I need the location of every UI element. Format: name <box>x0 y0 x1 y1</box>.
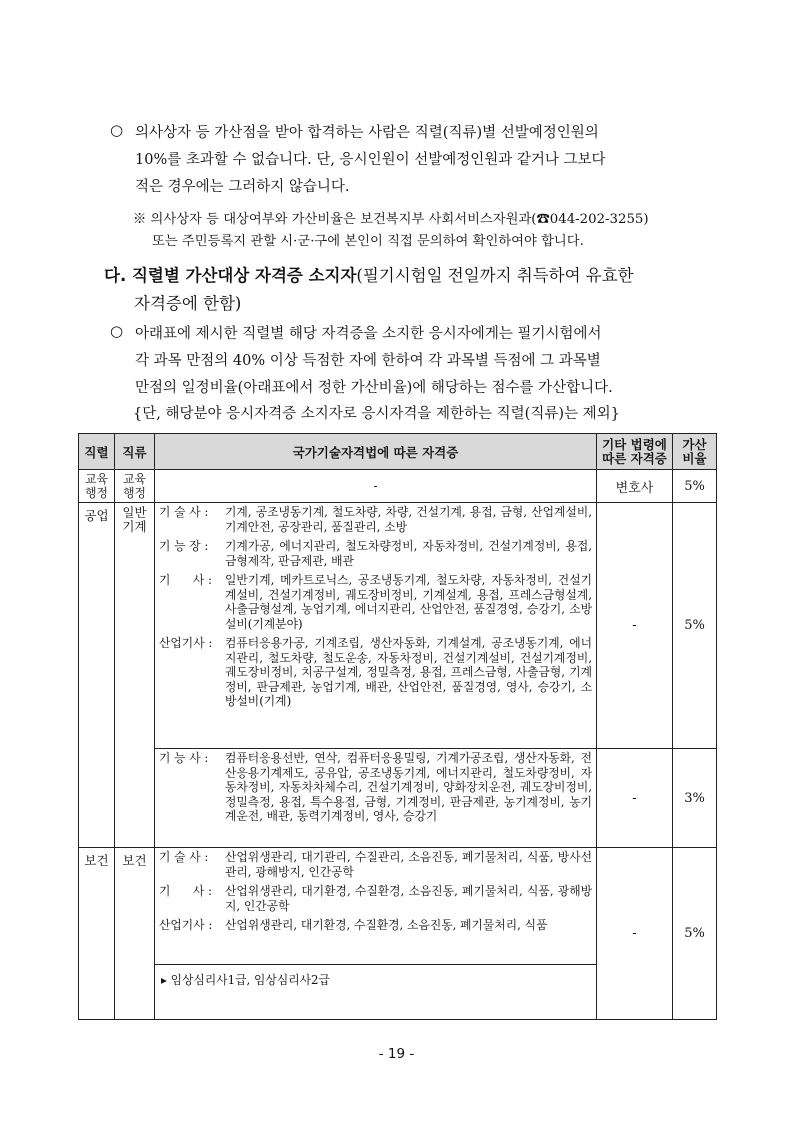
header-rate <box>673 434 717 470</box>
header-class: 직류 <box>115 434 155 470</box>
qualification-entry <box>155 534 596 568</box>
entry-value: 기계가공, 에너지관리, 철도차량정비, 자동차정비, 건설기계정비, 용접, 금형제작, 판금제관, 배관 <box>225 539 592 568</box>
entry-label: 기 능 사 : <box>159 751 209 765</box>
cell-other: - <box>597 503 673 749</box>
note-line: 또는 주민등록지 관할 시·군·구에 본인이 직접 문의하여 확인하여야 합니다. <box>152 234 584 249</box>
qualification-entry <box>155 850 596 879</box>
table-row <box>79 503 717 749</box>
entry-label: 기 사 : <box>159 884 213 898</box>
header-rate-line1: 가산 <box>682 436 707 452</box>
header-other-line2: 따른 자격증 <box>602 450 667 466</box>
cell-other: - <box>597 848 673 1020</box>
cell-rate: 5% <box>673 848 717 1020</box>
header-other-line1: 기타 법령에 <box>602 436 667 452</box>
entry-value: 컴퓨터응용선반, 연삭, 컴퓨터응용밀링, 기계가공조립, 생산자동화, 전산응용기계제도, 공유압, 공조냉동기계, 에너지관리, 철도차량정비, 자동차정비, 자동차차체수리, 건설기계정비, 양화장치운전, 궤도장비정비, 정밀측정, 용접, 특수용접, 금형, 기계정비, 판금제관, 농기계정비, 농기계운전, 배관, 동력기계정비, 영사, 승강기 <box>225 751 592 823</box>
extra-qualifications: ▸ 임상심리사1급, 임상심리사2급 <box>161 973 330 987</box>
paragraph-line: 적은 경우에는 그러하지 않습니다. <box>135 179 350 195</box>
paragraph-line: 아래표에 제시한 직렬별 해당 자격증을 소지한 응시자에게는 필기시험에서 <box>135 326 602 342</box>
header-series: 직렬 <box>79 434 115 470</box>
entry-value: 산업위생관리, 대기환경, 수질환경, 소음진동, 폐기물처리, 식품, 광해방지, 인간공학 <box>225 884 592 913</box>
section-heading-rest: (필기시험일 전일까지 취득하여 유효한 <box>356 266 634 285</box>
qualification-entry <box>155 879 596 913</box>
cell-series: 공업 <box>79 503 115 848</box>
entry-value: 기계, 공조냉동기계, 철도차량, 차량, 건설기계, 용접, 금형, 산업계설비, 기계안전, 공장관리, 품질관리, 소방 <box>225 505 592 534</box>
qualification-entry <box>155 751 596 824</box>
entry-label: 산업기사 : <box>159 636 213 650</box>
qualification-entry <box>155 568 596 631</box>
cell-rate: 3% <box>673 749 717 848</box>
cell-series: 교육 행정 <box>79 470 115 503</box>
cell-extra-qualifications <box>155 965 597 1020</box>
entry-label: 기 술 사 : <box>159 850 209 864</box>
cell-national-group1 <box>155 503 597 749</box>
paragraph-line: 10%를 초과할 수 없습니다. 단, 응시인원이 선발예정인원과 같거나 그보다 <box>135 152 606 168</box>
cell-rate: 5% <box>673 503 717 749</box>
qualification-entry <box>155 505 596 534</box>
page-number: - 19 - <box>378 1046 415 1062</box>
cell-class: 교육 행정 <box>115 470 155 503</box>
qualification-entry <box>155 913 596 933</box>
section-heading-title: 다. 직렬별 가산대상 자격증 소지자 <box>104 266 357 285</box>
cell-rate: 5% <box>673 470 717 503</box>
cell-class: 일반 기계 <box>115 503 155 848</box>
entry-label: 기 사 : <box>159 573 213 587</box>
table-row <box>79 470 717 503</box>
header-rate-line2: 비율 <box>682 450 707 466</box>
table-row <box>79 848 717 965</box>
bullet-circle: ○ <box>110 322 124 340</box>
cell-national: - <box>155 470 597 503</box>
note-line: ※ 의사상자 등 대상여부와 가산비율은 보건복지부 사회서비스자원과(☎044-202-3255) <box>133 212 649 227</box>
qualification-table <box>78 433 717 1020</box>
entry-label: 산업기사 : <box>159 918 213 932</box>
cell-class: 보건 <box>115 848 155 1020</box>
entry-value: 컴퓨터응용가공, 기계조립, 생산자동화, 기계설계, 공조냉동기계, 에너지관리, 철도차량, 철도운송, 자동차정비, 건설기계설비, 건설기계정비, 궤도장비정비, 치공구설계, 정밀측정, 용접, 프레스금형, 사출금형, 기계정비, 판금제관, 농업기계, 배관, 산업안전, 품질경영, 영사, 승강기, 소방설비(기계) <box>225 636 592 708</box>
section-heading <box>104 262 634 286</box>
entry-value: 산업위생관리, 대기관리, 수질관리, 소음진동, 폐기물처리, 식품, 방사선관리, 광해방지, 인간공학 <box>225 850 592 879</box>
paragraph-line: {단, 해당분야 응시자격증 소지자로 응시자격을 제한하는 직렬(직류)는 제외} <box>133 406 620 422</box>
cell-other: - <box>597 749 673 848</box>
header-national: 국가기술자격법에 따른 자격증 <box>155 434 597 470</box>
paragraph-line: 만점의 일정비율(아래표에서 정한 가산비율)에 해당하는 점수를 가산합니다. <box>135 380 613 396</box>
table-header-row <box>79 434 717 470</box>
cell-other: 변호사 <box>597 470 673 503</box>
entry-label: 기 술 사 : <box>159 505 209 519</box>
cell-series: 보건 <box>79 848 115 1020</box>
qualification-entry <box>155 631 596 709</box>
entry-label: 기 능 장 : <box>159 539 209 553</box>
entry-value: 일반기계, 메카트로닉스, 공조냉동기계, 철도차량, 자동차정비, 건설기계설비, 건설기계정비, 궤도장비정비, 기계설계, 용접, 프레스금형설계, 사출금형설계, 농업기계, 에너지관리, 산업안전, 품질경영, 승강기, 소방설비(기계분야) <box>225 573 592 631</box>
paragraph-line: 의사상자 등 가산점을 받아 합격하는 사람은 직렬(직류)별 선발예정인원의 <box>135 125 599 141</box>
header-other <box>597 434 673 470</box>
cell-national-group2 <box>155 749 597 848</box>
paragraph-line: 각 과목 만점의 40% 이상 득점한 자에 한하여 각 과목별 득점에 그 과목별 <box>135 353 601 369</box>
cell-national-health <box>155 848 597 965</box>
bullet-circle: ○ <box>110 121 124 139</box>
entry-value: 산업위생관리, 대기환경, 수질환경, 소음진동, 폐기물처리, 식품 <box>225 918 548 932</box>
section-heading-line2: 자격증에 한함) <box>134 294 242 313</box>
table-row <box>79 749 717 848</box>
